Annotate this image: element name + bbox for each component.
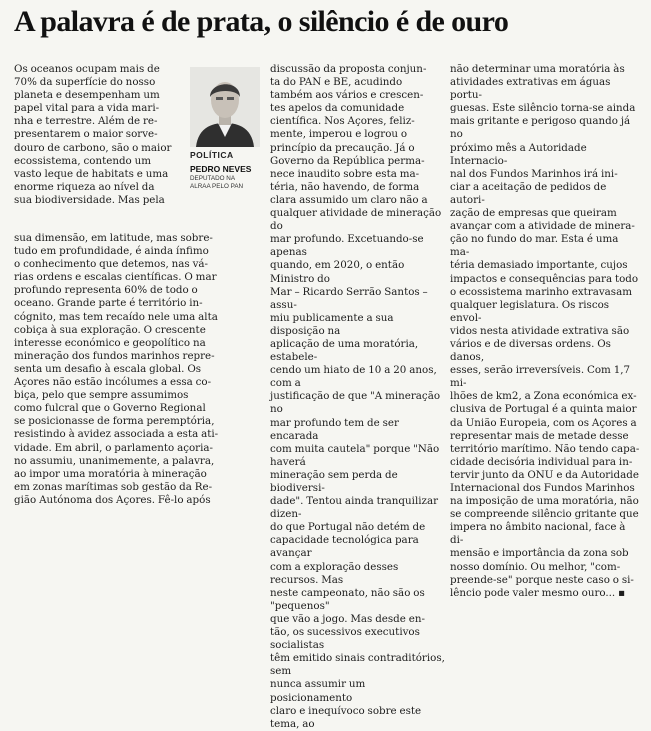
column-3 <box>450 63 640 600</box>
column-1-top <box>14 63 189 207</box>
author-section-label: POLÍTICA <box>190 150 234 160</box>
column-2 <box>270 63 445 731</box>
paragraph-col2: discussão da proposta conjun- ta do PAN e BE, acudindo também aos vários e crescen- tes apelos da comunidade científica. Nos Açores, feliz- mente, imperou e logrou o princípio da precaução. Já o Governo da República perma- nece inaudito sobre esta ma- téria, não havendo, de forma clara assumido um claro não a qualquer atividade de mineração do mar profundo. Excetuando-se apenas quando, em 2020, o então Ministro do Mar – Ricardo Serrão Santos – assu- miu publicamente a sua disposição na aplicação de uma moratória, estabele- cendo um hiato de 10 a 20 anos, com a justificação de que "A mineração no mar profundo tem de ser encarada com muita cautela" porque "Não haverá mineração sem perda de biodiversi- dade". Tentou ainda tranquilizar dizen- do que Portugal não detém de capacidade tecnológica para avançar com a exploração desses recursos. Mas neste campeonato, não são os "pequenos" que vão a jogo. Mas desde en- tão, os sucessivos executivos socialistas têm emitido sinais contraditórios, sem nunca assumir um posicionamento claro e inequívoco sobre este tema, ao <box>270 63 445 730</box>
headline: A palavra é de prata, o silêncio é de ouro <box>14 5 509 38</box>
paragraph-col1-top: Os oceanos ocupam mais de 70% da superfície do nosso planeta e desempenham um papel vital para a vida mari- nha e terrestre. Além de re- presentarem o maior sorve- douro de carbono, são o maior ecossistema, contendo um vasto leque de habitats e uma enorme riqueza ao nível da sua biodiversidade. Mas pela <box>14 63 172 206</box>
author-photo <box>190 67 260 147</box>
paragraph-col1-bottom: sua dimensão, em latitude, mas sobre- tudo em profundidade, é ainda ínfimo o conhecimento que detemos, nas vá- rias ordens e escalas científicas. O mar profundo representa 60% de todo o oceano. Grande parte é território in- cógnito, mas tem recaído nele uma alta cobiça à sua exploração. O crescente interesse económico e geopolítico na mineração dos fundos marinhos repre- senta um desafio à escala global. Os Açores não estão incólumes a essa co- biça, pelo que sempre assumimos como fulcral que o Governo Regional se posicionasse de forma peremptória, resistindo à avidez associada a esta ati- vidade. Em abril, o parlamento açoria- no assumiu, unanimemente, a palavra, ao impor uma moratória à mineração em zonas marítimas sob gestão da Re- gião Autónoma dos Açores. Fê-lo após <box>14 232 219 506</box>
column-1-bottom <box>14 232 264 507</box>
author-name: PEDRO NEVES <box>190 164 252 174</box>
author-box <box>190 67 268 191</box>
author-portrait-icon <box>190 67 260 147</box>
author-role: DEPUTADO NA ALRAA PELO PAN <box>190 175 244 190</box>
paragraph-col3: não determinar uma moratória às atividades extrativas em águas portu- guesas. Este silêncio torna-se ainda mais gritante e perigoso quando já no próximo mês a Autoridade Internacio- nal dos Fundos Marinhos irá ini- ciar a aceitação de pedidos de autori- zação de empresas que queiram avançar com a atividade de minera- ção no fundo do mar. Esta é uma ma- téria demasiado importante, cujos impactos e consequências para todo o ecossistema marinho extravasam qualquer legislatura. Os riscos envol- vidos nesta atividade extrativa são vários e de diversas ordens. Os danos, esses, serão irreversíveis. Com 1,7 mi- lhões de km2, a Zona económica ex- clusiva de Portugal é a quinta maior da União Europeia, com os Açores a representar mais de metade desse território marítimo. Não tendo capa- cidade decisória individual para in- tervir junto da ONU e da Autoridade Internacional dos Fundos Marinhos na imposição de uma moratória, não se compreende silêncio gritante que impera no âmbito nacional, face à di- mensão e importância da zona sob nosso domínio. Ou melhor, "com- preende-se" porque neste caso o si- lêncio pode valer mesmo ouro... ▪ <box>450 63 640 599</box>
